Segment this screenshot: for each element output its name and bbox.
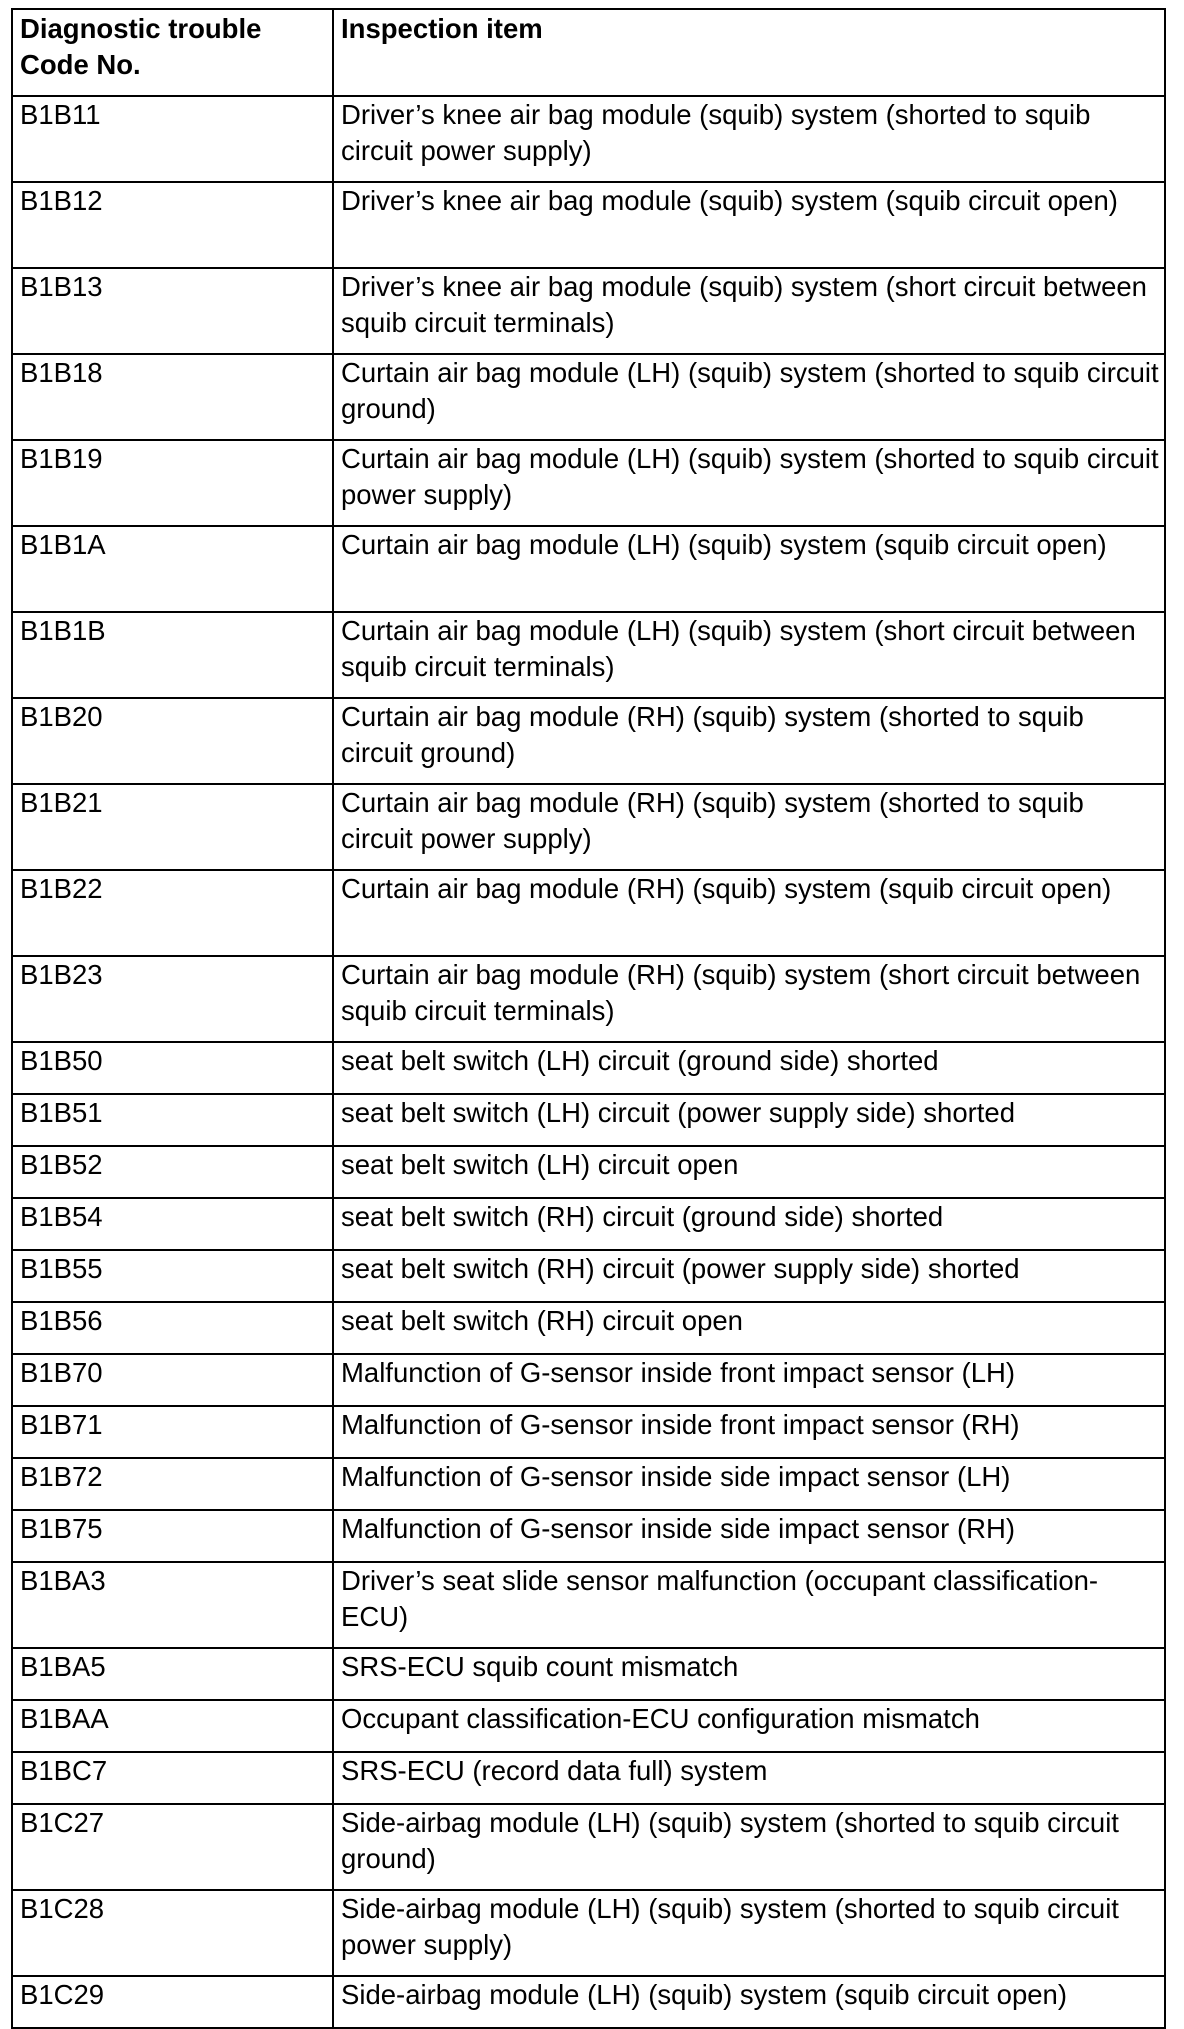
table-row bbox=[12, 1700, 1165, 1752]
trouble-code-cell: B1B51 bbox=[12, 1094, 333, 1146]
inspection-item-cell: Side-airbag module (LH) (squib) system (shorted to squib circuit ground) bbox=[333, 1804, 1165, 1890]
inspection-item-cell: Curtain air bag module (LH) (squib) system (shorted to squib circuit power supply) bbox=[333, 440, 1165, 526]
inspection-item-cell: Malfunction of G-sensor inside front impact sensor (LH) bbox=[333, 1354, 1165, 1406]
table-row bbox=[12, 1406, 1165, 1458]
table-row bbox=[12, 526, 1165, 612]
inspection-item-cell: Malfunction of G-sensor inside side impact sensor (RH) bbox=[333, 1510, 1165, 1562]
trouble-code-cell: B1B75 bbox=[12, 1510, 333, 1562]
table-header bbox=[12, 9, 1165, 96]
trouble-code-cell: B1B70 bbox=[12, 1354, 333, 1406]
table-row bbox=[12, 870, 1165, 956]
trouble-code-cell: B1B18 bbox=[12, 354, 333, 440]
table-body bbox=[12, 96, 1165, 2028]
table-row bbox=[12, 1890, 1165, 1976]
inspection-item-cell: seat belt switch (LH) circuit (power supply side) shorted bbox=[333, 1094, 1165, 1146]
table-row bbox=[12, 1458, 1165, 1510]
table-row bbox=[12, 1562, 1165, 1648]
table-row bbox=[12, 956, 1165, 1042]
trouble-code-cell: B1B71 bbox=[12, 1406, 333, 1458]
inspection-item-cell: seat belt switch (LH) circuit (ground side) shorted bbox=[333, 1042, 1165, 1094]
trouble-code-cell: B1BA3 bbox=[12, 1562, 333, 1648]
table-row bbox=[12, 1752, 1165, 1804]
inspection-item-cell: Curtain air bag module (LH) (squib) system (shorted to squib circuit ground) bbox=[333, 354, 1165, 440]
inspection-item-cell: Driver’s knee air bag module (squib) system (short circuit between squib circuit terminals) bbox=[333, 268, 1165, 354]
table-row bbox=[12, 784, 1165, 870]
table-row bbox=[12, 1804, 1165, 1890]
trouble-code-cell: B1BA5 bbox=[12, 1648, 333, 1700]
trouble-code-cell: B1B19 bbox=[12, 440, 333, 526]
trouble-code-cell: B1B20 bbox=[12, 698, 333, 784]
table-row bbox=[12, 1510, 1165, 1562]
inspection-item-cell: SRS-ECU (record data full) system bbox=[333, 1752, 1165, 1804]
table-row bbox=[12, 1198, 1165, 1250]
header-inspection-item: Inspection item bbox=[333, 9, 1165, 96]
trouble-code-cell: B1B54 bbox=[12, 1198, 333, 1250]
table-row bbox=[12, 268, 1165, 354]
trouble-code-cell: B1B52 bbox=[12, 1146, 333, 1198]
table-row bbox=[12, 1302, 1165, 1354]
trouble-code-cell: B1B56 bbox=[12, 1302, 333, 1354]
table-row bbox=[12, 96, 1165, 182]
table-row bbox=[12, 1354, 1165, 1406]
table-row bbox=[12, 1648, 1165, 1700]
inspection-item-cell: SRS-ECU squib count mismatch bbox=[333, 1648, 1165, 1700]
inspection-item-cell: Side-airbag module (LH) (squib) system (shorted to squib circuit power supply) bbox=[333, 1890, 1165, 1976]
inspection-item-cell: Driver’s seat slide sensor malfunction (occupant classification-ECU) bbox=[333, 1562, 1165, 1648]
trouble-code-cell: B1B23 bbox=[12, 956, 333, 1042]
table-row bbox=[12, 440, 1165, 526]
table-row bbox=[12, 1250, 1165, 1302]
trouble-code-cell: B1B50 bbox=[12, 1042, 333, 1094]
trouble-code-cell: B1B11 bbox=[12, 96, 333, 182]
inspection-item-cell: Malfunction of G-sensor inside side impact sensor (LH) bbox=[333, 1458, 1165, 1510]
trouble-code-cell: B1B13 bbox=[12, 268, 333, 354]
inspection-item-cell: Side-airbag module (LH) (squib) system (squib circuit open) bbox=[333, 1976, 1165, 2028]
trouble-code-cell: B1B1B bbox=[12, 612, 333, 698]
trouble-code-cell: B1BAA bbox=[12, 1700, 333, 1752]
trouble-code-cell: B1B12 bbox=[12, 182, 333, 268]
table-row bbox=[12, 612, 1165, 698]
inspection-item-cell: Curtain air bag module (RH) (squib) system (shorted to squib circuit power supply) bbox=[333, 784, 1165, 870]
table-row bbox=[12, 1146, 1165, 1198]
trouble-code-cell: B1B72 bbox=[12, 1458, 333, 1510]
header-code: Diagnostic trouble Code No. bbox=[12, 9, 333, 96]
trouble-code-cell: B1B55 bbox=[12, 1250, 333, 1302]
table-row bbox=[12, 354, 1165, 440]
table-row bbox=[12, 698, 1165, 784]
trouble-code-cell: B1BC7 bbox=[12, 1752, 333, 1804]
trouble-code-cell: B1C27 bbox=[12, 1804, 333, 1890]
table-row bbox=[12, 182, 1165, 268]
header-row bbox=[12, 9, 1165, 96]
inspection-item-cell: Occupant classification-ECU configuration mismatch bbox=[333, 1700, 1165, 1752]
trouble-code-cell: B1B21 bbox=[12, 784, 333, 870]
dtc-table bbox=[11, 8, 1166, 2029]
inspection-item-cell: Malfunction of G-sensor inside front impact sensor (RH) bbox=[333, 1406, 1165, 1458]
inspection-item-cell: Curtain air bag module (RH) (squib) system (short circuit between squib circuit terminals) bbox=[333, 956, 1165, 1042]
trouble-code-cell: B1B1A bbox=[12, 526, 333, 612]
inspection-item-cell: seat belt switch (RH) circuit (power supply side) shorted bbox=[333, 1250, 1165, 1302]
table-row bbox=[12, 1094, 1165, 1146]
inspection-item-cell: Curtain air bag module (LH) (squib) system (squib circuit open) bbox=[333, 526, 1165, 612]
inspection-item-cell: Driver’s knee air bag module (squib) system (squib circuit open) bbox=[333, 182, 1165, 268]
trouble-code-cell: B1B22 bbox=[12, 870, 333, 956]
trouble-code-cell: B1C29 bbox=[12, 1976, 333, 2028]
inspection-item-cell: seat belt switch (RH) circuit (ground side) shorted bbox=[333, 1198, 1165, 1250]
inspection-item-cell: Curtain air bag module (RH) (squib) system (shorted to squib circuit ground) bbox=[333, 698, 1165, 784]
inspection-item-cell: Curtain air bag module (LH) (squib) system (short circuit between squib circuit terminals) bbox=[333, 612, 1165, 698]
inspection-item-cell: seat belt switch (LH) circuit open bbox=[333, 1146, 1165, 1198]
trouble-code-cell: B1C28 bbox=[12, 1890, 333, 1976]
inspection-item-cell: seat belt switch (RH) circuit open bbox=[333, 1302, 1165, 1354]
table-row bbox=[12, 1042, 1165, 1094]
inspection-item-cell: Curtain air bag module (RH) (squib) system (squib circuit open) bbox=[333, 870, 1165, 956]
inspection-item-cell: Driver’s knee air bag module (squib) system (shorted to squib circuit power supply) bbox=[333, 96, 1165, 182]
